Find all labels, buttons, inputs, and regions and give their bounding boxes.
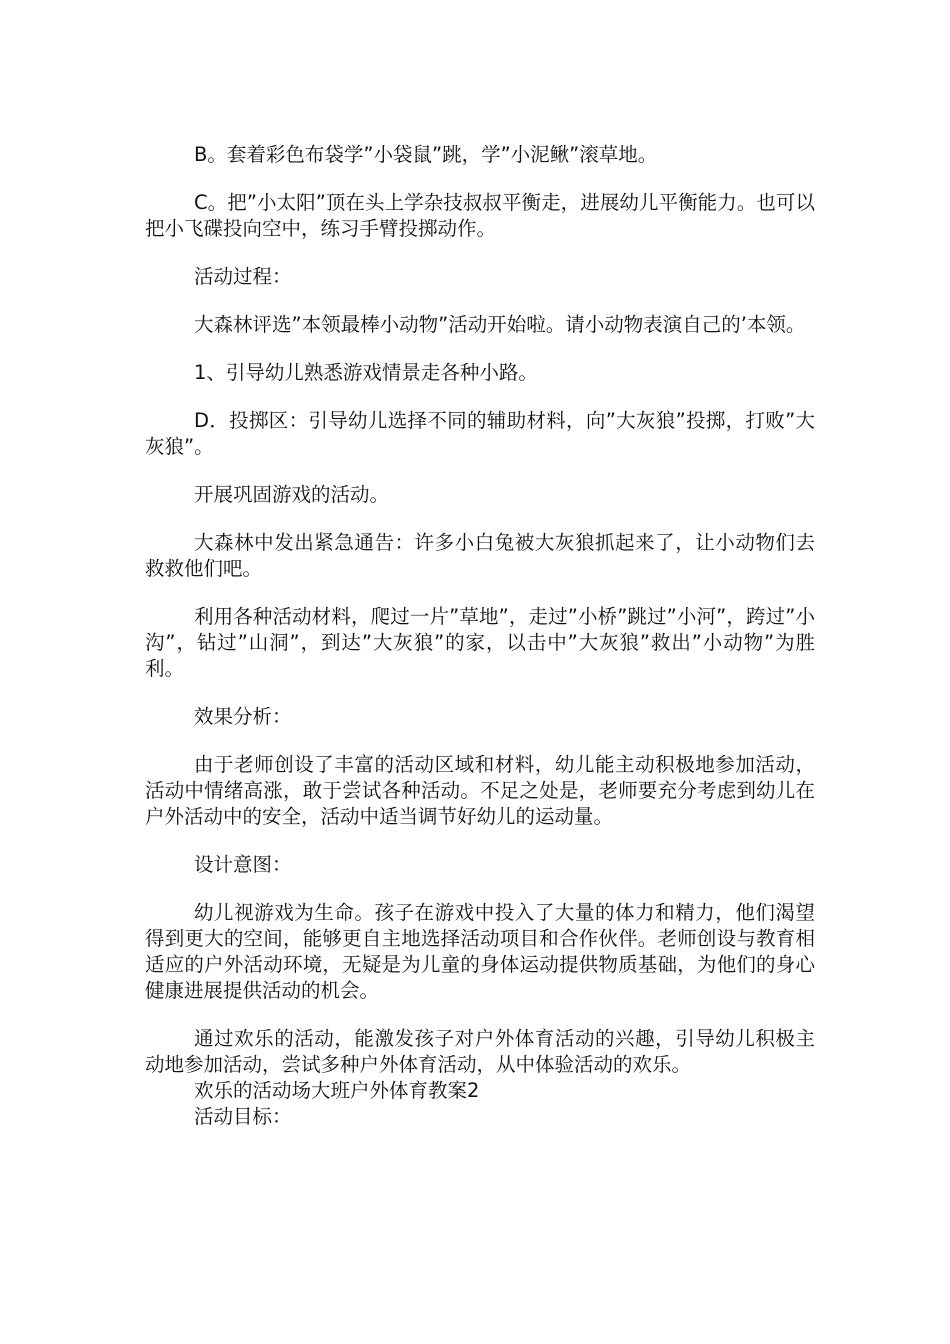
paragraph-b: B。套着彩色布袋学”小袋鼠”跳，学”小泥鳅”滚草地。 — [194, 143, 658, 166]
paragraph-d-throwing: D．投掷区：引导幼儿选择不同的辅助材料，向”大灰狼”投掷，打败”大灰狼”。 — [145, 409, 815, 458]
paragraph-c: C。把”小太阳”顶在头上学杂技叔叔平衡走，进展幼儿平衡能力。也可以把小飞碟投向空中，练习手臂投掷动作。 — [145, 191, 815, 240]
paragraph-materials: 利用各种活动材料，爬过一片”草地”，走过”小桥”跳过”小河”，跨过”小沟”，钻过”山洞”，到达”大灰狼”的家，以击中”大灰狼”救出”小动物”为胜利。 — [145, 605, 815, 680]
paragraph-emergency-notice: 大森林中发出紧急通告：许多小白兔被大灰狼抓起来了，让小动物们去救救他们吧。 — [145, 531, 815, 580]
heading-activity-process: 活动过程： — [194, 265, 292, 288]
section-title: 欢乐的活动场大班户外体育教案2 — [194, 1079, 480, 1102]
section-subtitle: 活动目标： — [194, 1105, 292, 1128]
paragraph-consolidation: 开展巩固游戏的活动。 — [194, 483, 390, 506]
heading-design-intent: 设计意图： — [194, 853, 292, 876]
paragraph-analysis: 由于老师创设了丰富的活动区域和材料，幼儿能主动积极地参加活动，活动中情绪高涨，敢于尝试各种活动。不足之处是，老师要充分考虑到幼儿在户外活动中的安全，活动中适当调节好幼儿的运动量。 — [145, 753, 815, 828]
paragraph-intent: 幼儿视游戏为生命。孩子在游戏中投入了大量的体力和精力，他们渴望得到更大的空间，能够更自主地选择活动项目和合作伙伴。老师创设与教育相适应的户外活动环境，无疑是为儿童的身体运动提供物质基础，为他们的身心健康进展提供活动的机会。 — [145, 901, 815, 1002]
paragraph-forest-contest: 大森林评选”本领最棒小动物”活动开始啦。请小动物表演自己的’本领。 — [194, 313, 806, 336]
paragraph-conclusion: 通过欢乐的活动，能激发孩子对户外体育活动的兴趣，引导幼儿积极主动地参加活动，尝试多种户外体育活动，从中体验活动的欢乐。 — [145, 1027, 815, 1076]
document-body — [145, 142, 815, 1130]
heading-effect-analysis: 效果分析： — [194, 705, 292, 728]
paragraph-step-1: 1、引导幼儿熟悉游戏情景走各种小路。 — [194, 361, 538, 384]
